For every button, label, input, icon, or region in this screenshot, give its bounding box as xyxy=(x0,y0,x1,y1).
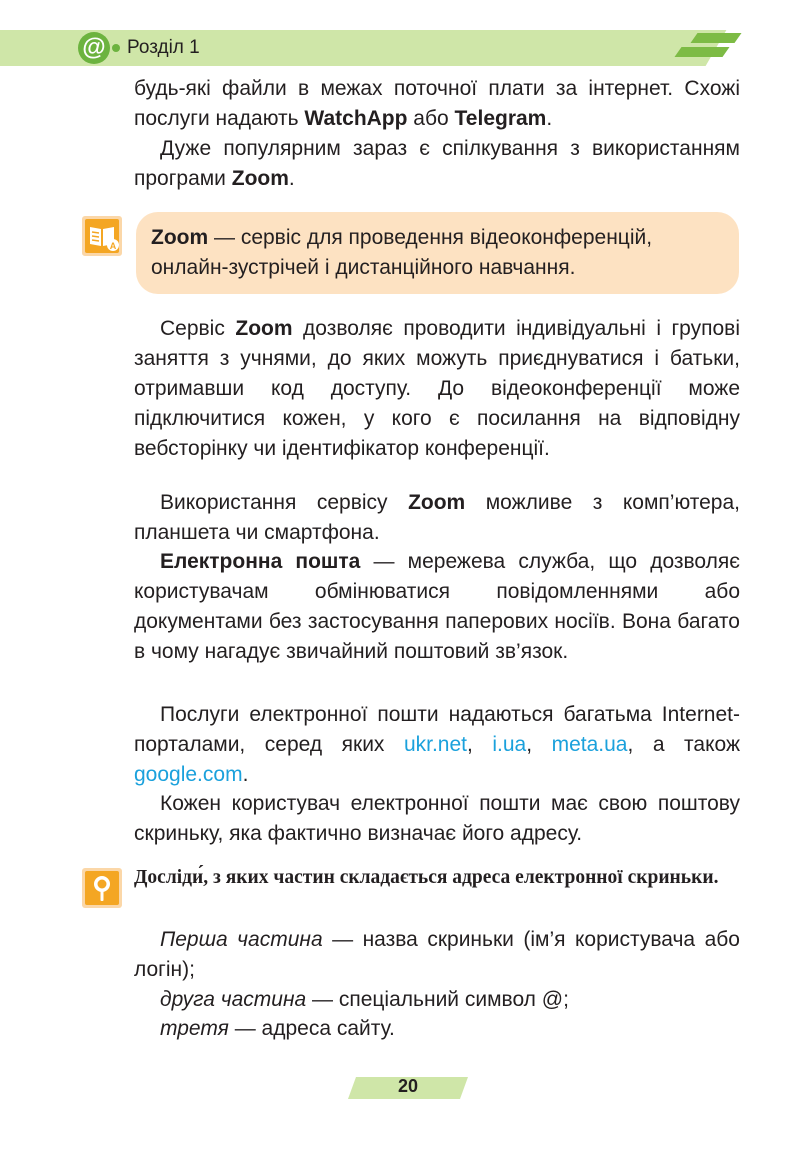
header-dot xyxy=(112,44,120,52)
app-name: Telegram xyxy=(454,107,547,130)
text: , а також xyxy=(627,733,740,756)
text: Дуже популярним зараз є спілкування з використанням програми xyxy=(134,137,740,190)
text: Кожен користувач електронної пошти має свою поштову скриньку, яка фактично визначає його адресу. xyxy=(134,792,740,845)
paragraph xyxy=(134,314,740,464)
text: , xyxy=(467,733,493,756)
paragraph xyxy=(134,488,740,548)
link-i-ua[interactable]: i.ua xyxy=(492,733,527,756)
address-part-desc: — адреса сайту. xyxy=(228,1017,395,1040)
app-name: Zoom xyxy=(408,491,466,514)
page-number: 20 xyxy=(397,1076,419,1096)
text: Послуги електронної пошти надаються багатьма Internet-порталами, серед яких xyxy=(134,703,740,756)
text: дозволяє проводити індивідуальні і групові заняття з учнями, до яких можуть приєднуватися і батьки, отримавши код доступу. До відеоконференції може підключитися кожен, у кого є посилання на відповідну вебсторінку чи ідентифікатор конференції. xyxy=(134,317,740,460)
address-part xyxy=(134,985,740,1015)
paragraph xyxy=(134,789,740,849)
text: . xyxy=(242,763,249,786)
link-google-com[interactable]: google.com xyxy=(134,763,243,786)
book-icon xyxy=(80,214,120,254)
text: Сервіс xyxy=(160,317,236,340)
text: , xyxy=(526,733,552,756)
address-part-desc: — назва скриньки (ім’я користувача або логін); xyxy=(134,928,740,981)
paragraph xyxy=(134,700,740,790)
definition-text xyxy=(151,223,731,283)
address-part-desc: — спеціальний символ @; xyxy=(306,988,569,1011)
header-stripe xyxy=(690,33,741,43)
app-name: Zoom xyxy=(235,317,293,340)
text: — сервіс для проведення відеоконференцій, онлайн-зустрічей і дистанційного навчання. xyxy=(151,226,653,279)
text: Використання сервісу xyxy=(160,491,409,514)
address-part-label: Перша частина xyxy=(160,928,323,951)
term: Zoom xyxy=(151,226,209,249)
text: або xyxy=(407,107,455,130)
app-name: WatchApp xyxy=(304,107,408,130)
text: можливе з комп’ютера, планшета чи смартфона. xyxy=(134,491,741,544)
address-part xyxy=(134,1014,740,1044)
paragraph xyxy=(134,74,740,134)
paragraph xyxy=(134,547,740,667)
address-part-label: друга частина xyxy=(160,988,307,1011)
header-stripe xyxy=(674,47,729,57)
page-header xyxy=(0,0,800,80)
text: . xyxy=(546,107,553,130)
text: — мережева служба, що дозволяє користувачам обмінюватися повідомленнями або документами без застосування паперових носіїв. Вона багато в чому нагадує звичайний поштовий зв’язок. xyxy=(134,550,740,663)
paragraph xyxy=(134,134,740,194)
link-meta-ua[interactable]: meta.ua xyxy=(551,733,628,756)
at-sign-icon: @ xyxy=(78,32,110,64)
text: . xyxy=(288,167,295,190)
link-ukr-net[interactable]: ukr.net xyxy=(403,733,467,756)
app-name: Zoom xyxy=(231,167,289,190)
svg-text:A: A xyxy=(109,241,117,251)
term: Електронна пошта xyxy=(160,550,361,573)
magnifier-icon xyxy=(80,866,120,906)
text: будь-які файли в межах поточної плати за інтернет. Схожі послуги надають xyxy=(134,77,740,130)
task-text: Досліди́, з яких частин складається адреса електронної скриньки. xyxy=(134,867,719,888)
address-part xyxy=(134,925,740,985)
address-part-label: третя xyxy=(160,1017,229,1040)
section-label: Розділ 1 xyxy=(127,37,200,58)
